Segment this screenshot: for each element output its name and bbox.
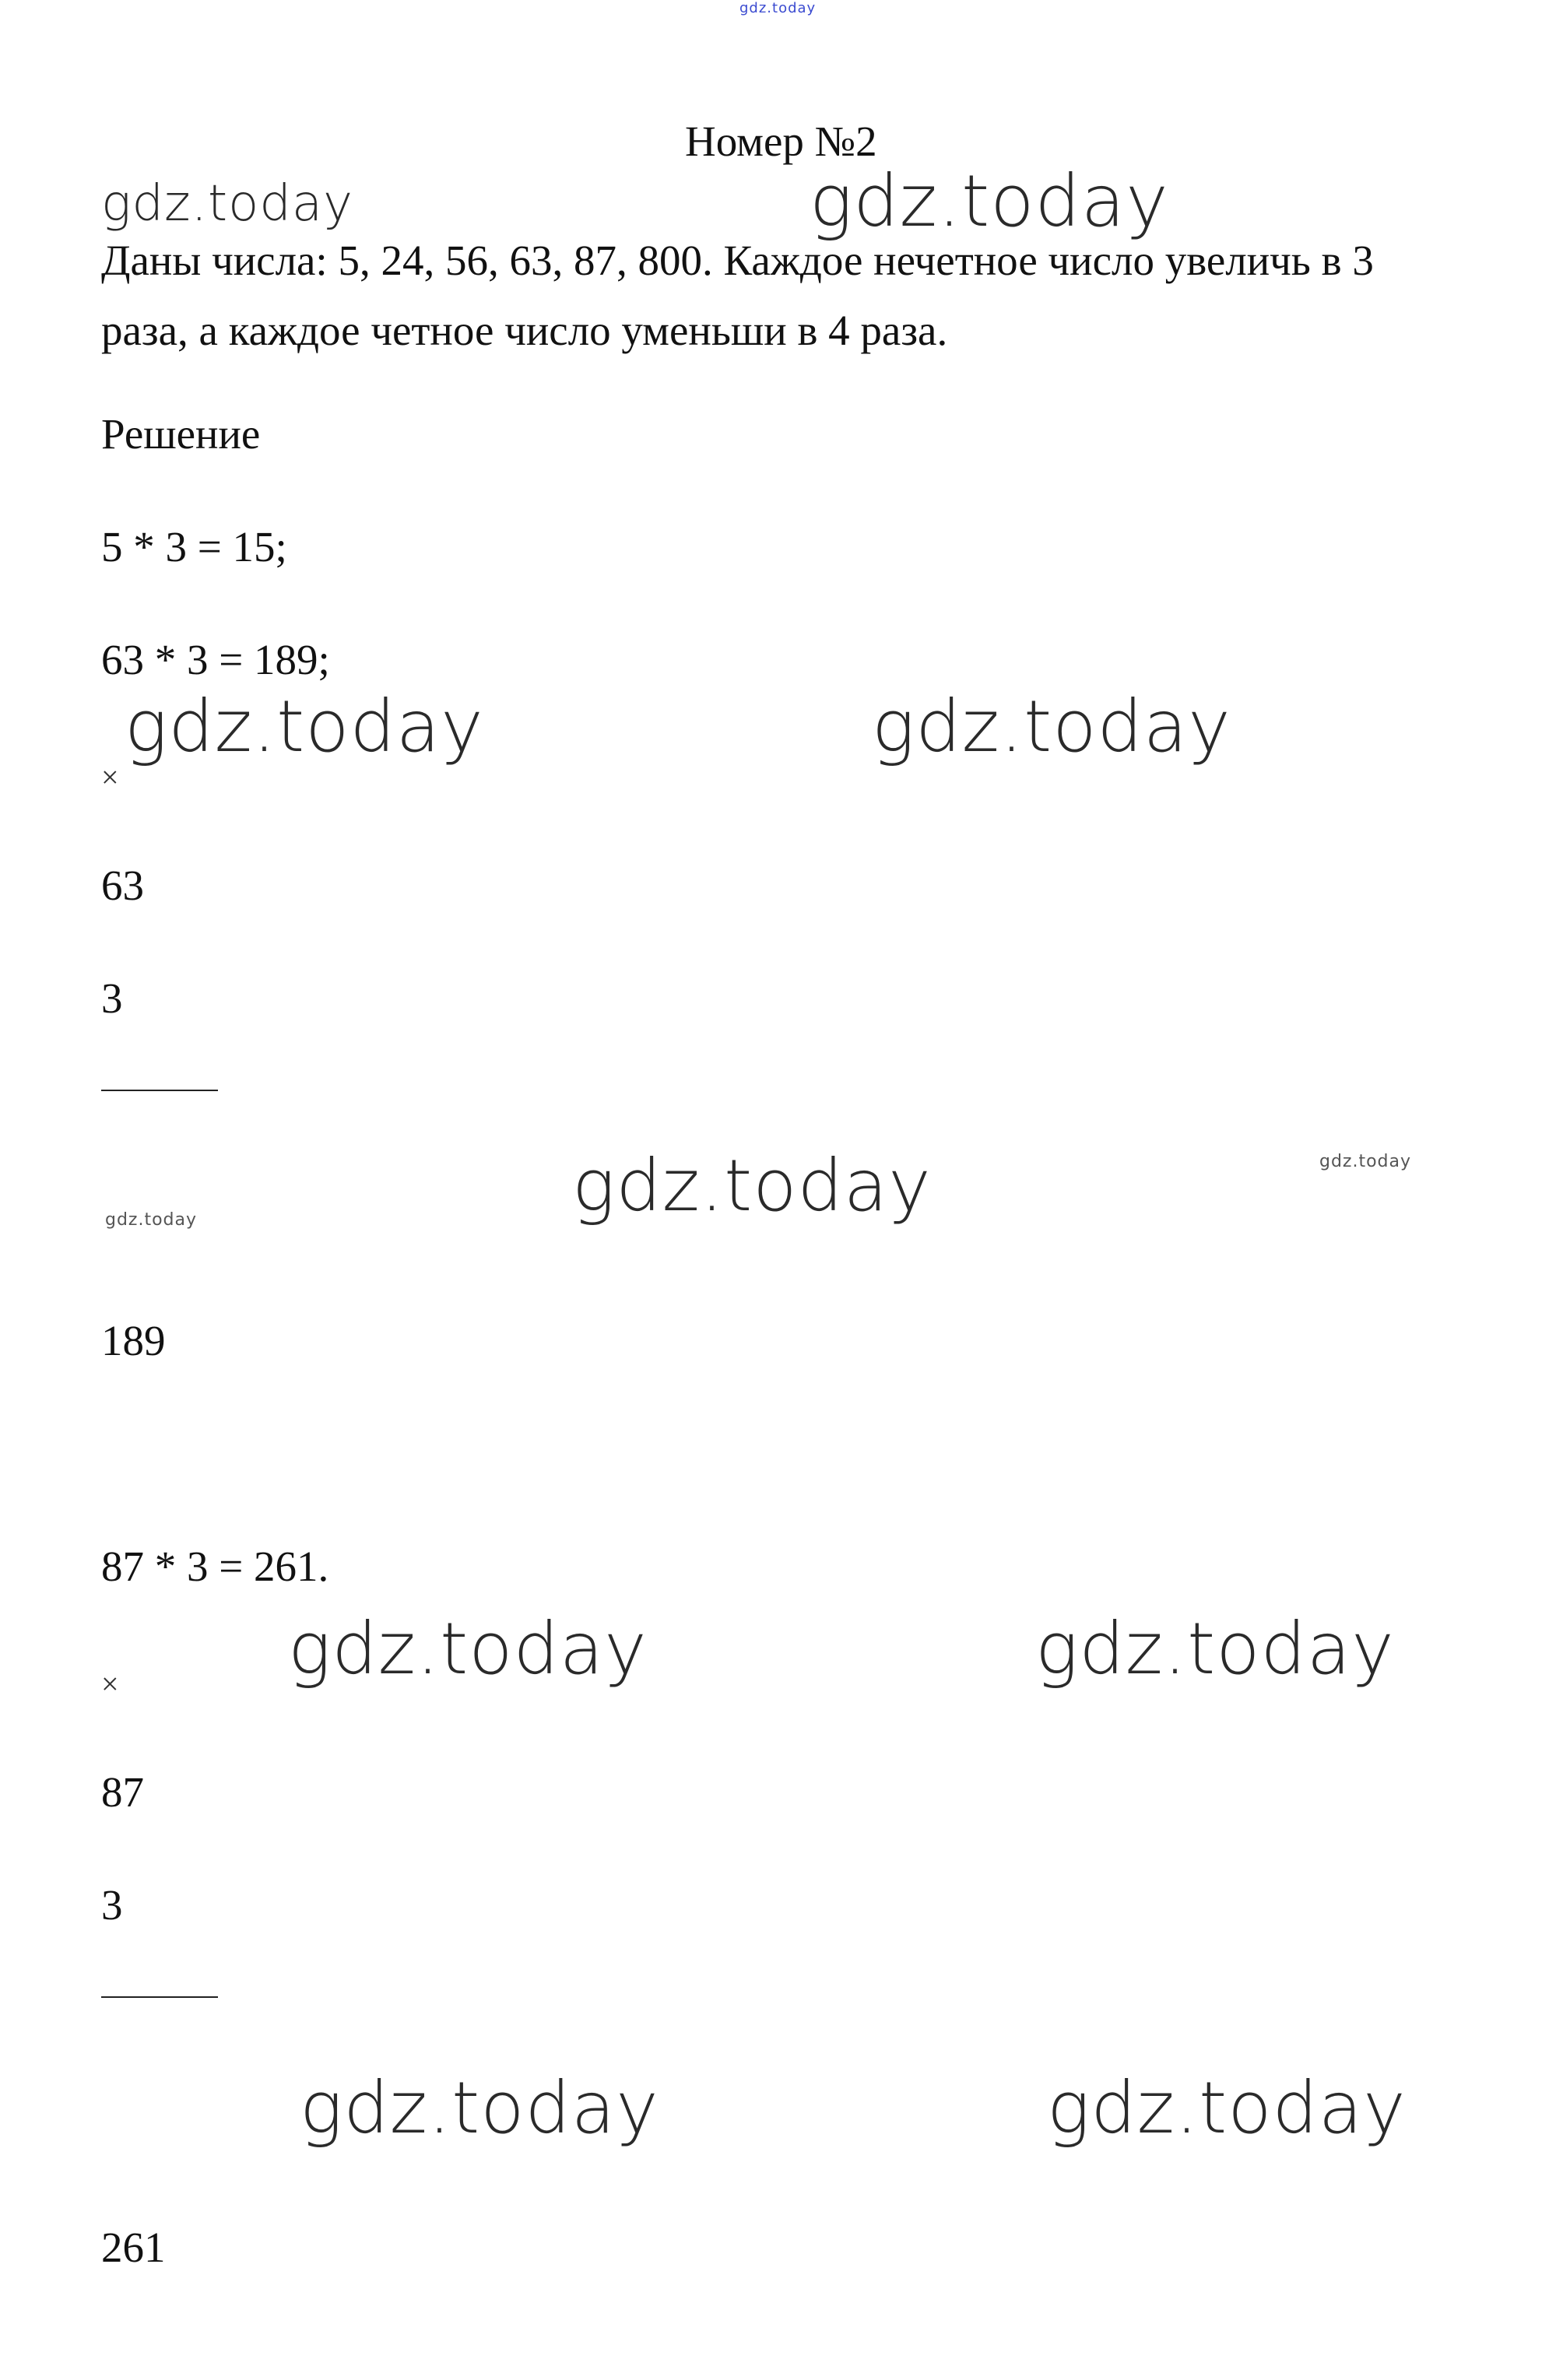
result-divider xyxy=(101,1996,218,1998)
product-result: 261 xyxy=(101,2224,166,2271)
watermark: gdz.today xyxy=(125,685,484,768)
multiplier: 3 xyxy=(101,974,123,1022)
multiplicand: 87 xyxy=(101,1768,144,1816)
watermark-top: gdz.today xyxy=(739,0,817,16)
page-title: Номер №2 xyxy=(685,118,877,165)
watermark: gdz.today xyxy=(1035,1607,1395,1690)
multiplication-sign: × xyxy=(101,760,119,795)
equation-line: 5 * 3 = 15; xyxy=(101,523,287,570)
multiplicand: 63 xyxy=(101,862,144,909)
multiplication-sign: × xyxy=(101,1666,119,1701)
watermark: gdz.today xyxy=(288,1607,648,1690)
watermark: gdz.today xyxy=(1047,2066,1407,2150)
watermark: gdz.today xyxy=(810,160,1169,243)
problem-statement: Даны числа: 5, 24, 56, 63, 87, 800. Каждое нечетное число увеличь в 3 раза, а каждое четное число уменьши в 4 раза. xyxy=(101,237,1374,354)
watermark: gdz.today xyxy=(105,1210,198,1230)
solution-heading: Решение xyxy=(101,410,261,458)
equation-line: 87 * 3 = 261. xyxy=(101,1543,329,1590)
multiplier: 3 xyxy=(101,1881,123,1929)
result-divider xyxy=(101,1090,218,1091)
watermark: gdz.today xyxy=(101,175,353,233)
watermark: gdz.today xyxy=(572,1144,932,1227)
watermark: gdz.today xyxy=(1319,1152,1412,1171)
watermark: gdz.today xyxy=(872,685,1231,768)
equation-line: 63 * 3 = 189; xyxy=(101,636,330,683)
watermark: gdz.today xyxy=(300,2066,659,2150)
product-result: 189 xyxy=(101,1317,166,1364)
